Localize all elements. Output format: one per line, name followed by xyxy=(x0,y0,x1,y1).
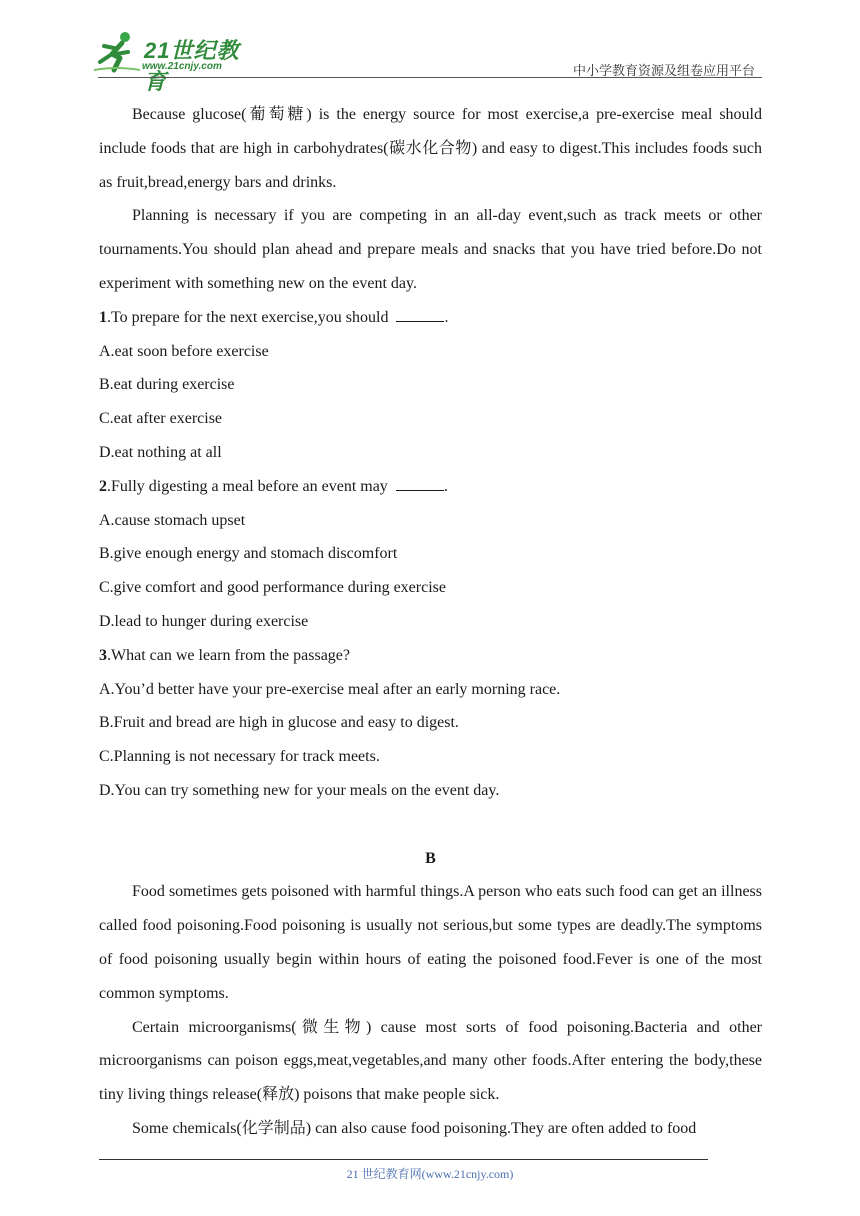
question-3 xyxy=(99,639,762,808)
question-1 xyxy=(99,301,762,470)
question-text: .To prepare for the next exercise,you should xyxy=(107,308,389,326)
section-title-b: B xyxy=(425,849,436,867)
option-a: A.eat soon before exercise xyxy=(99,342,269,360)
question-stem xyxy=(99,639,762,673)
page-header xyxy=(0,0,860,94)
document-body xyxy=(99,98,762,1146)
passage-a-paragraph-1: Because glucose(葡萄糖) is the energy source for most exercise,a pre-exercise meal should include foods that are high in carbohydrates(碳水化合物) and easy to digest.This includes foods such as fruit,bread,energy bars and drinks. xyxy=(99,106,762,191)
question-number: 1 xyxy=(99,308,107,326)
option-d: D.lead to hunger during exercise xyxy=(99,612,309,630)
question-text: .Fully digesting a meal before an event may xyxy=(107,477,388,495)
header-divider xyxy=(98,77,762,78)
question-2 xyxy=(99,470,762,639)
option-a: A.cause stomach upset xyxy=(99,511,246,529)
option-d: D.eat nothing at all xyxy=(99,443,222,461)
answer-blank xyxy=(396,476,444,491)
passage-a-paragraph-2: Planning is necessary if you are competing in an all-day event,such as track meets or other tournaments.You should plan ahead and prepare meals and snacks that you have tried before.Do not experiment with something new on the event day. xyxy=(99,207,762,292)
option-b: B.eat during exercise xyxy=(99,376,235,394)
answer-blank xyxy=(396,307,444,322)
passage-b-paragraph-2: Certain microorganisms(微生物) cause most sorts of food poisoning.Bacteria and other microorganisms can poison eggs,meat,vegetables,and many other foods.After entering the body,these tiny living things release(释放) poisons that make people sick. xyxy=(99,1018,762,1104)
passage-b-paragraph-3: Some chemicals(化学制品) can also cause food poisoning.They are often added to food xyxy=(132,1119,697,1137)
passage-b-paragraph-1: Food sometimes gets poisoned with harmful things.A person who eats such food can get an illness called food poisoning.Food poisoning is usually not serious,but some types are deadly.The symptoms of food poisoning usually begin within hours of eating the poisoned food.Fever is one of the most common symptoms. xyxy=(99,883,762,1002)
option-d: D.You can try something new for your meals on the event day. xyxy=(99,781,500,799)
logo-text: 21世纪教育 xyxy=(144,38,240,94)
footer-divider xyxy=(99,1159,708,1160)
footer-text[interactable]: 21 世纪教育网(www.21cnjy.com) xyxy=(346,1167,514,1181)
question-number: 3 xyxy=(99,646,107,664)
platform-name: 中小学教育资源及组卷应用平台 xyxy=(572,63,755,78)
question-text: .What can we learn from the passage? xyxy=(107,646,350,664)
site-logo[interactable] xyxy=(92,30,262,94)
question-stem: 1.To prepare for the next exercise,you should . xyxy=(99,308,449,326)
question-stem: 2.Fully digesting a meal before an event may . xyxy=(99,477,448,495)
option-c: C.give comfort and good performance during exercise xyxy=(99,579,446,597)
option-c: C.eat after exercise xyxy=(99,410,223,428)
option-b: B.Fruit and bread are high in glucose and easy to digest. xyxy=(99,714,459,732)
logo-url: www.21cnjy.com xyxy=(142,61,222,72)
question-number: 2 xyxy=(99,477,107,495)
option-c: C.Planning is not necessary for track meets. xyxy=(99,748,380,766)
option-a: A.You’d better have your pre-exercise meal after an early morning race. xyxy=(99,680,561,698)
runner-logo-icon xyxy=(92,30,142,74)
option-b: B.give enough energy and stomach discomfort xyxy=(99,545,398,563)
